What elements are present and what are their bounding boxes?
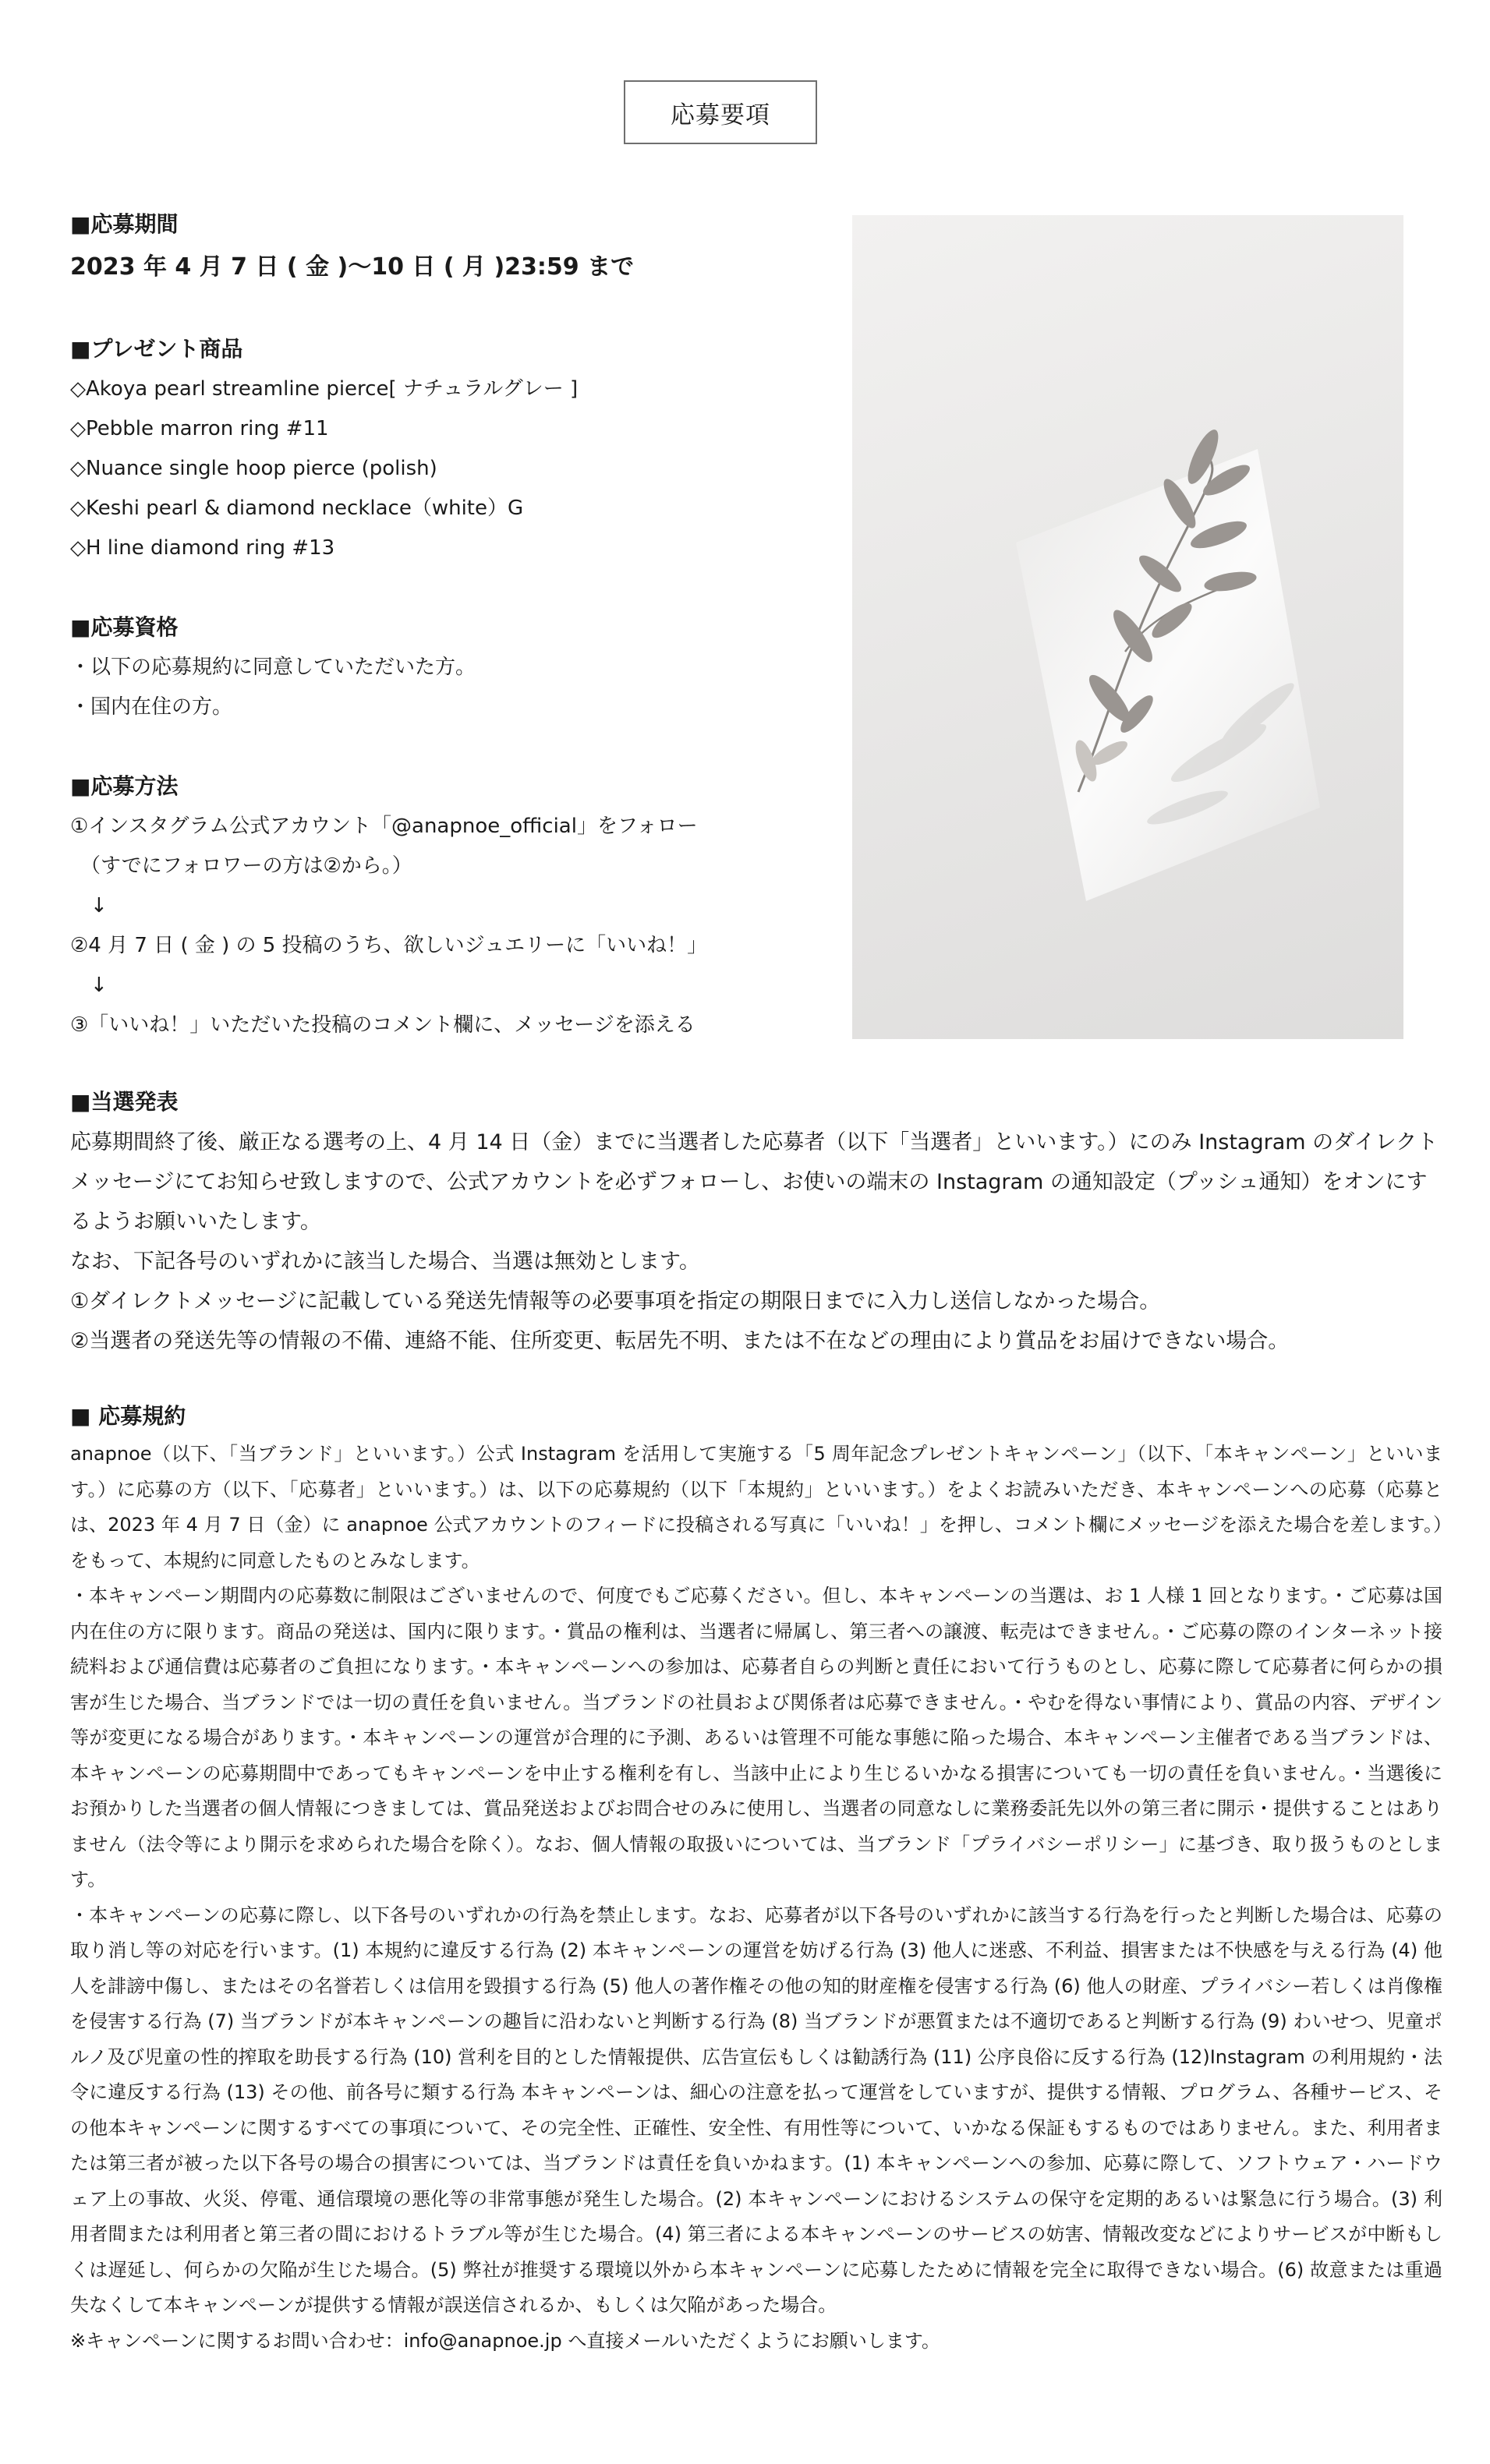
arrow-down: ↓ [70,974,108,997]
method-step: ③「いいね！」いただいた投稿のコメント欄に、メッセージを添える [70,1013,695,1037]
leaf-photo [852,215,1403,1039]
announcement-text: 応募期間終了後、厳正なる選考の上、4 月 14 日（金）までに当選者した応募者（以下「当選者」といいます。）にのみ Instagram のダイレクトメッセージにてお知らせ致しますので、公式アカウントを必ずフォローし、お使いの端末の Instagram の通知設定（プッシュ通知）をオンにするようお願いいたします。 [70,1130,1439,1234]
arrow-down: ↓ [70,894,108,917]
method-title: ■応募方法 [70,773,179,799]
prize-item: ◇Pebble marron ring #11 [70,417,329,440]
eligibility-item: ・国内在住の方。 [70,695,233,719]
rules-title: ■ 応募規約 [70,1403,186,1429]
rules-section [70,1396,1442,2359]
announcement-section [70,1082,1442,1361]
period-value: 2023 年 4 月 7 日 ( 金 )〜10 日 ( 月 )23:59 まで [70,253,635,281]
prize-item: ◇Nuance single hoop pierce (polish) [70,457,437,480]
leaf-illustration [852,215,1403,1039]
page-heading: 応募要項 [624,80,817,144]
prize-item: ◇H line diamond ring #13 [70,536,335,560]
rules-paragraph: ・本キャンペーンの応募に際し、以下各号のいずれかの行為を禁止します。なお、応募者が以下各号のいずれかに該当する行為を行ったと判断した場合は、応募の取り消し等の対応を行います。(1) 本規約に違反する行為 (2) 本キャンペーンの運営を妨げる行為 (3) 他人に迷惑、不利益、損害または不快感を与える行為 (4) 他人を誹謗中傷し、またはその名誉若しくは信用を毀損する行為 (5) 他人の著作権その他の知的財産権を侵害する行為 (6) 他人の財産、プライバシー若しくは肖像権を侵害する行為 (7) 当ブランドが本キャンペーンの趣旨に沿わないと判断する行為 (8) 当ブランドが悪質または不適切であると判断する行為 (9) わいせつ、児童ポルノ及び児童の性的搾取を助長する行為 (10) 営利を目的とした情報提供、広告宣伝もしくは勧誘行為 (11) 公序良俗に反する行為 (12)Instagram の利用規約・法令に違反する行為 (13) その他、前各号に類する行為 本キャンペーンは、細心の注意を払って運営をしていますが、提供する情報、プログラム、各種サービス、その他本キャンペーンに関するすべての事項について、その完全性、正確性、安全性、有用性等について、いかなる保証もするものではありません。また、利用者または第三者が被った以下各号の場合の損害については、当ブランドは責任を負いかねます。(1) 本キャンペーンへの参加、応募に際して、ソフトウェア・ハードウェア上の事故、火災、停電、通信環境の悪化等の非常事態が発生した場合。(2) 本キャンペーンにおけるシステムの保守を定期的あるいは緊急に行う場合。(3) 利用者間または利用者と第三者の間におけるトラブル等が生じた場合。(4) 第三者による本キャンペーンのサービスの妨害、情報改変などによりサービスが中断もしくは遅延し、何らかの欠陥が生じた場合。(5) 弊社が推奨する環境以外から本キャンペーンに応募したために情報を完全に取得できない場合。(6) 故意または重過失なくして本キャンペーンが提供する情報が誤送信されるか、もしくは欠陥があった場合。 [70,1904,1442,2316]
announcement-title: ■当選発表 [70,1089,179,1115]
prize-item: ◇Keshi pearl & diamond necklace（white）G [70,497,524,520]
method-note: （すでにフォロワーの方は②から。） [70,854,412,878]
prize-item: ◇Akoya pearl streamline pierce[ ナチュラルグレー ] [70,377,579,401]
rules-paragraph: anapnoe（以下、「当ブランド」といいます。）公式 Instagram を活用して実施する「5 周年記念プレゼントキャンペーン」（以下、「本キャンペーン」といいます。）に応募の方（以下、「応募者」といいます。）は、以下の応募規約（以下「本規約」といいます。）をよくお読みいただき、本キャンペーンへの応募（応募とは、2023 年 4 月 7 日（金）に anapnoe 公式アカウントのフィードに投稿される写真に「いいね！」を押し、コメント欄にメッセージを添えた場合を差します。）をもって、本規約に同意したものとみなします。 [70,1443,1442,1571]
announcement-text: なお、下記各号のいずれかに該当した場合、当選は無効とします。 [70,1250,700,1274]
entry-details [70,204,850,1045]
announcement-text: ①ダイレクトメッセージに記載している発送先情報等の必要事項を指定の期限日までに入力し送信しなかった場合。 [70,1289,1161,1313]
eligibility-title: ■応募資格 [70,614,179,640]
announcement-text: ②当選者の発送先等の情報の不備、連絡不能、住所変更、転居先不明、または不在などの理由により賞品をお届けできない場合。 [70,1329,1290,1353]
rules-contact: ※キャンペーンに関するお問い合わせ：info@anapnoe.jp へ直接メールいただくようにお願いします。 [70,2329,940,2352]
period-title: ■応募期間 [70,211,179,237]
prizes-title: ■プレゼント商品 [70,336,243,362]
rules-paragraph: ・本キャンペーン期間内の応募数に制限はございませんので、何度でもご応募ください。但し、本キャンペーンの当選は、お 1 人様 1 回となります。・ご応募は国内在住の方に限ります。商品の発送は、国内に限ります。・賞品の権利は、当選者に帰属し、第三者への譲渡、転売はできません。・ご応募の際のインターネット接続料および通信費は応募者のご負担になります。・本キャンペーンへの参加は、応募者自らの判断と責任において行うものとし、応募に際して応募者に何らかの損害が生じた場合、当ブランドでは一切の責任を負いません。当ブランドの社員および関係者は応募できません。・やむを得ない事情により、賞品の内容、デザイン等が変更になる場合があります。・本キャンペーンの運営が合理的に予測、あるいは管理不可能な事態に陥った場合、本キャンペーン主催者である当ブランドは、本キャンペーンの応募期間中であってもキャンペーンを中止する権利を有し、当該中止により生じるいかなる損害についても一切の責任を負いません。・当選後にお預かりした当選者の個人情報につきましては、賞品発送およびお問合せのみに使用し、当選者の同意なしに業務委託先以外の第三者に開示・提供することはありません（法令等により開示を求められた場合を除く）。なお、個人情報の取扱いについては、当ブランド「プライバシーポリシー」に基づき、取り扱うものとします。 [70,1585,1442,1890]
method-step: ①インスタグラム公式アカウント「@anapnoe_official」をフォロー [70,815,698,838]
method-step: ②4 月 7 日 ( 金 ) の 5 投稿のうち、欲しいジュエリーに「いいね！」 [70,934,708,957]
eligibility-item: ・以下の応募規約に同意していただいた方。 [70,656,476,679]
